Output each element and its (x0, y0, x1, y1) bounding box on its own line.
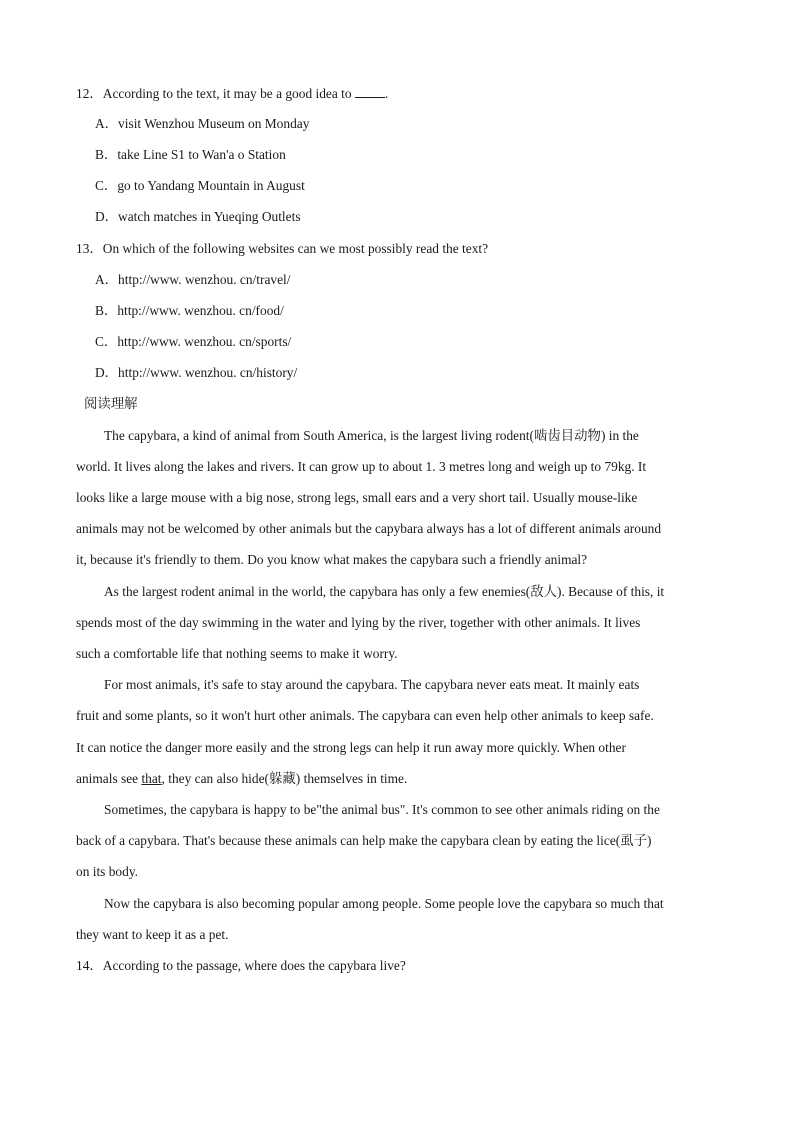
question-13-stem: 13．On which of the following websites can we most possibly read the text? (76, 241, 489, 256)
passage-text: , they can also hide(躲藏) themselves in time. (161, 771, 408, 786)
question-12-option-c[interactable]: C．go to Yandang Mountain in August (95, 178, 305, 193)
passage-line: It can notice the danger more easily and the strong legs can help it run away more quickly. When other (76, 740, 626, 755)
question-13-option-b[interactable]: B．http://www. wenzhou. cn/food/ (95, 303, 284, 318)
question-12-option-a[interactable]: A．visit Wenzhou Museum on Monday (95, 116, 310, 131)
passage-line: such a comfortable life that nothing seems to make it worry. (76, 646, 398, 661)
passage-line: Now the capybara is also becoming popular among people. Some people love the capybara so much that (104, 896, 664, 911)
passage-line: world. It lives along the lakes and rivers. It can grow up to about 1. 3 metres long and weigh up to 79kg. It (76, 459, 647, 474)
passage-line: The capybara, a kind of animal from South America, is the largest living rodent(啮齿目动物) in the (104, 428, 639, 443)
passage-line: Sometimes, the capybara is happy to be"the animal bus". It's common to see other animals riding on the (104, 802, 660, 817)
passage-text: animals see (76, 771, 142, 786)
underlined-word: that (141, 771, 162, 786)
passage-line: For most animals, it's safe to stay around the capybara. The capybara never eats meat. It mainly eats (104, 677, 640, 692)
passage-line: spends most of the day swimming in the water and lying by the river, together with other animals. It lives (76, 615, 641, 630)
question-12-option-b[interactable]: B．take Line S1 to Wan'a o Station (95, 147, 286, 162)
passage-line: on its body. (76, 864, 138, 879)
passage-line: As the largest rodent animal in the world, the capybara has only a few enemies(敌人). Because of this, it (104, 584, 665, 599)
passage-line: it, because it's friendly to them. Do you know what makes the capybara such a friendly animal? (76, 552, 588, 567)
passage-line: looks like a large mouse with a big nose, strong legs, small ears and a very short tail. Usually mouse-like (76, 490, 638, 505)
answer-blank (355, 85, 385, 98)
question-13-option-a[interactable]: A．http://www. wenzhou. cn/travel/ (95, 272, 291, 287)
passage-line: fruit and some plants, so it won't hurt other animals. The capybara can even help other animals to keep safe. (76, 708, 654, 723)
section-title: 阅读理解 (84, 396, 138, 411)
question-12-stem (76, 85, 388, 102)
passage-line: they want to keep it as a pet. (76, 927, 229, 942)
passage-line: animals may not be welcomed by other animals but the capybara always has a lot of different animals around (76, 521, 662, 536)
question-12-end: . (384, 86, 389, 101)
question-13-option-c[interactable]: C．http://www. wenzhou. cn/sports/ (95, 334, 292, 349)
question-12-text: 12．According to the text, it may be a good idea to (76, 86, 352, 101)
question-13-option-d[interactable]: D．http://www. wenzhou. cn/history/ (95, 365, 298, 380)
passage-line (76, 771, 407, 787)
question-12-option-d[interactable]: D．watch matches in Yueqing Outlets (95, 209, 301, 224)
passage-line: back of a capybara. That's because these animals can help make the capybara clean by eating the lice(虱子) (76, 833, 652, 848)
question-14-stem: 14．According to the passage, where does the capybara live? (76, 958, 406, 973)
